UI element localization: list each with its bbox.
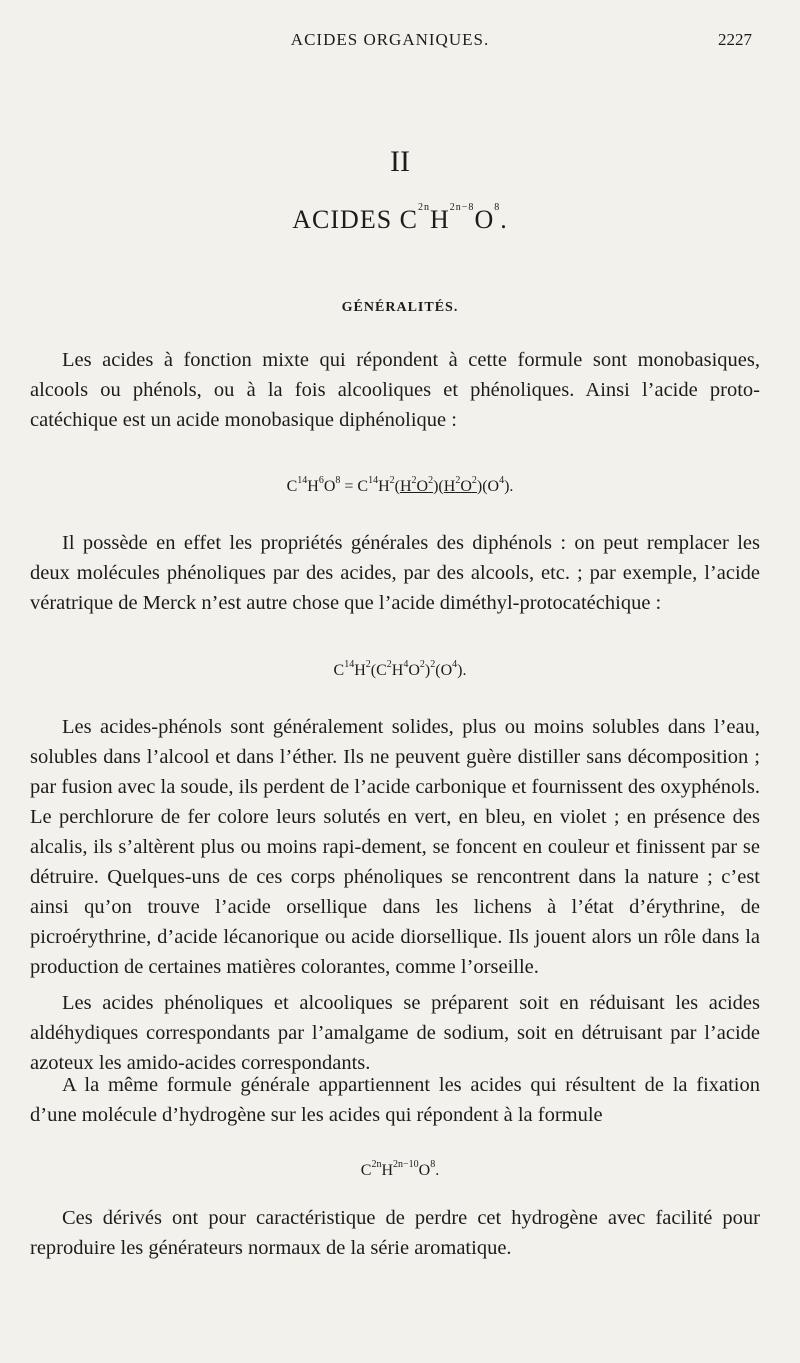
page-number: 2227 bbox=[718, 30, 752, 49]
section-title-sup: 2n bbox=[418, 202, 431, 213]
formula-part: H bbox=[399, 478, 412, 495]
formula-part: C bbox=[333, 662, 345, 679]
formula-part: C bbox=[357, 478, 369, 495]
formula-sup: 14 bbox=[368, 475, 379, 486]
formula-sup: 4 bbox=[452, 659, 458, 670]
section-title-sup: 2n−8 bbox=[449, 202, 475, 213]
formula-part: O bbox=[460, 478, 472, 495]
formula-part: H bbox=[378, 478, 390, 495]
formula-sup: 2 bbox=[365, 659, 371, 670]
paragraph-2: Il possède en effet les propriétés générales des diphénols : on peut remplacer les deux molécules phénoliques par des acides, par des alcools, etc. ; par exemple, l’acide vératrique de Merck n’est autre chose que l’acide diméthyl-protocatéchique : bbox=[30, 532, 760, 614]
formula-part: ) bbox=[433, 478, 439, 495]
formula-part: ( bbox=[435, 662, 441, 679]
formula-veratric bbox=[0, 659, 800, 680]
running-head bbox=[0, 30, 800, 54]
formula-part: ) bbox=[424, 662, 431, 679]
formula-sup: 2n−10 bbox=[393, 1159, 419, 1170]
section-title-text: . bbox=[500, 205, 508, 234]
paragraph-3: Les acides-phénols sont généralement solides, plus ou moins solubles dans l’eau, solubles dans l’alcool et dans l’éther. Ils ne peuvent guère distiller sans décomposition ; par fusion avec la soude, ils perdent de l’acide carbonique et fournissent des oxyphénols. Le perchlorure de fer colore leurs solutés en vert, en bleu, en violet ; en présence des alcalis, ils s’altèrent plus ou moins rapi-dement, se foncent en couleur et finissent par se détruire. Quelques-uns de ces corps phénoliques se rencontrent dans la nature ; c’est ainsi qu’on trouve l’acide orsellique dans les lichens à l’état d’érythrine, de picroérythrine, d’acide lécanorique ou acide diorsellique. Ils jouent alors un rôle dans la production de certaines matières colorantes, comme l’orseille. bbox=[30, 716, 760, 978]
formula-part: O bbox=[416, 478, 429, 495]
paragraph-4: Les acides phénoliques et alcooliques se préparent soit en réduisant les acides aldéhydiques correspondants par l’amalgame de sodium, soit en détruisant par l’acide azoteux les amido-acides correspondants. bbox=[30, 992, 760, 1074]
formula-sup: 14 bbox=[297, 475, 308, 486]
formula-sup: 2n bbox=[371, 1159, 382, 1170]
formula-part: O bbox=[323, 478, 336, 495]
formula-part: ) bbox=[476, 478, 483, 495]
formula-sup: 8 bbox=[335, 475, 341, 486]
formula-sup: 4 bbox=[499, 475, 505, 486]
formula-part: O bbox=[408, 662, 420, 679]
formula-part: C bbox=[376, 662, 387, 679]
formula-part: ( bbox=[438, 478, 444, 495]
formula-sup: 2 bbox=[430, 659, 436, 670]
formula-sup: 2 bbox=[428, 475, 434, 486]
section-title bbox=[0, 202, 800, 235]
formula-part: C bbox=[286, 478, 298, 495]
formula-part: H bbox=[381, 1162, 394, 1179]
running-title: ACIDES ORGANIQUES. bbox=[290, 30, 490, 49]
formula-part: O bbox=[418, 1162, 431, 1179]
formula-sup: 14 bbox=[344, 659, 355, 670]
formula-part: ) bbox=[457, 662, 463, 679]
formula-group-underlined bbox=[399, 475, 434, 495]
formula-group-underlined bbox=[443, 475, 477, 495]
formula-sup: 2 bbox=[411, 475, 417, 486]
formula-sup: 2 bbox=[389, 475, 395, 486]
formula-part: C bbox=[360, 1162, 372, 1179]
formula-part: H bbox=[443, 478, 456, 495]
section-title-text: O bbox=[474, 205, 495, 234]
formula-part: ( bbox=[482, 478, 488, 495]
section-number: II bbox=[390, 145, 410, 178]
formula-sup: 6 bbox=[318, 475, 324, 486]
formula-protocatechic bbox=[0, 475, 800, 496]
section-title-text: H bbox=[430, 205, 450, 234]
formula-part: O bbox=[440, 662, 453, 679]
paragraph-1: Les acides à fonction mixte qui répondent à cette formule sont monobasiques, alcools ou phénols, ou à la fois alcooliques et phénoliques. Ainsi l’acide proto-catéchique est un acide monobasique diphénolique : bbox=[30, 349, 760, 431]
formula-sup: 8 bbox=[430, 1159, 436, 1170]
formula-sup: 2 bbox=[386, 659, 392, 670]
formula-sup: 2 bbox=[455, 475, 461, 486]
formula-part: ( bbox=[394, 478, 400, 495]
section-title-sup: 8 bbox=[494, 202, 501, 213]
formula-part: ) bbox=[504, 478, 510, 495]
paragraph-6: Ces dérivés ont pour caractéristique de perdre cet hydrogène avec facilité pour reproduire les générateurs normaux de la série aromatique. bbox=[30, 1207, 760, 1259]
formula-part: O bbox=[487, 478, 500, 495]
formula-part: = bbox=[340, 478, 358, 495]
formula-sup: 2 bbox=[419, 659, 425, 670]
section-title-text: ACIDES C bbox=[292, 205, 419, 234]
formula-part: ( bbox=[370, 662, 377, 679]
formula-sup: 4 bbox=[403, 659, 409, 670]
formula-part: . bbox=[509, 478, 514, 495]
subsection-title: GÉNÉRALITÉS. bbox=[341, 300, 459, 315]
formula-part: H bbox=[354, 662, 366, 679]
formula-part: . bbox=[462, 662, 467, 679]
paragraph-5: A la même formule générale appartiennent les acides qui résultent de la fixation d’une molécule d’hydrogène sur les acides qui répondent à la formule bbox=[30, 1074, 760, 1126]
formula-sup: 2 bbox=[471, 475, 477, 486]
formula-general bbox=[0, 1159, 800, 1180]
formula-part: H bbox=[307, 478, 319, 495]
formula-part: . bbox=[435, 1162, 440, 1179]
formula-part: H bbox=[391, 662, 404, 679]
